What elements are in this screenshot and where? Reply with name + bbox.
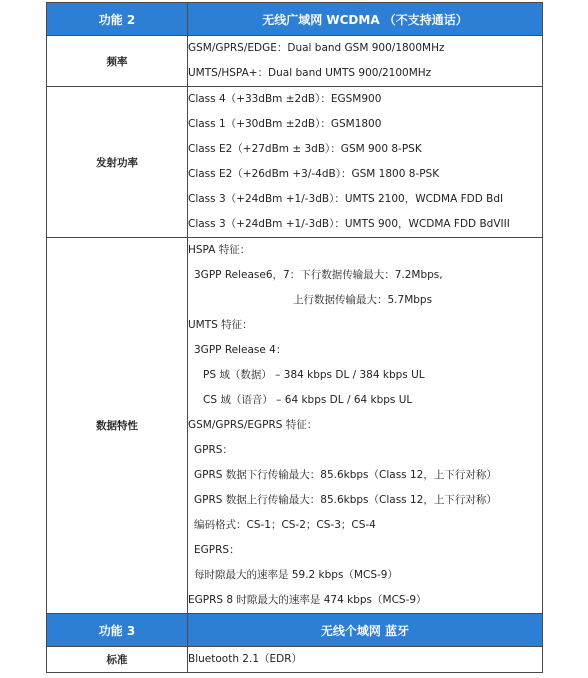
spec-table bbox=[46, 2, 543, 673]
value-line: 3GPP Release 4： bbox=[194, 344, 287, 356]
section-title: 无线个域网 蓝牙 bbox=[188, 614, 543, 647]
value-line: Class 4（+33dBm ±2dB）：EGSM900 bbox=[188, 93, 382, 105]
value-line: GPRS 数据上行传输最大：85.6kbps（Class 12，上下行对称） bbox=[194, 494, 497, 506]
row-label: 标准 bbox=[47, 647, 188, 673]
value-line: Class E2（+27dBm ± 3dB）：GSM 900 8-PSK bbox=[188, 143, 422, 155]
spec-row-standard bbox=[47, 647, 543, 673]
value-line: GSM/GPRS/EDGE：Dual band GSM 900/1800MHz bbox=[188, 42, 445, 54]
value-line: HSPA 特征： bbox=[188, 244, 251, 256]
value-line: Class 3（+24dBm +1/-3dB）：UMTS 900，WCDMA FDD BdVIII bbox=[188, 218, 510, 230]
row-value bbox=[188, 36, 543, 87]
section-title: 无线广域网 WCDMA （不支持通话） bbox=[188, 3, 543, 36]
spec-row-data-features bbox=[47, 238, 543, 614]
value-line: GSM/GPRS/EGPRS 特征： bbox=[188, 419, 318, 431]
value-line: 每时隙最大的速率是 59.2 kbps（MCS-9） bbox=[194, 569, 398, 581]
value-line: Class 3（+24dBm +1/-3dB）：UMTS 2100，WCDMA FDD BdI bbox=[188, 193, 504, 205]
section-header-row bbox=[47, 614, 543, 647]
row-value bbox=[188, 87, 543, 238]
spec-row-frequency bbox=[47, 36, 543, 87]
section-label: 功能 3 bbox=[47, 614, 188, 647]
spec-row-tx-power bbox=[47, 87, 543, 238]
row-label: 数据特性 bbox=[47, 238, 188, 614]
value-line: GPRS： bbox=[194, 444, 233, 456]
section-label: 功能 2 bbox=[47, 3, 188, 36]
value-line: UMTS 特征： bbox=[188, 319, 253, 331]
value-line: Bluetooth 2.1（EDR） bbox=[188, 653, 303, 665]
value-line: UMTS/HSPA+：Dual band UMTS 900/2100MHz bbox=[188, 67, 432, 79]
row-value bbox=[188, 238, 543, 614]
value-line: CS 域（语音） – 64 kbps DL / 64 kbps UL bbox=[203, 394, 413, 406]
section-header-row bbox=[47, 3, 543, 36]
value-line: EGPRS 8 时隙最大的速率是 474 kbps（MCS-9） bbox=[188, 594, 427, 606]
row-label: 发射功率 bbox=[47, 87, 188, 238]
value-line: 编码格式：CS-1；CS-2；CS-3；CS-4 bbox=[194, 519, 376, 531]
value-line: Class E2（+26dBm +3/-4dB）：GSM 1800 8-PSK bbox=[188, 168, 440, 180]
row-value bbox=[188, 647, 543, 673]
value-line: PS 域（数据） – 384 kbps DL / 384 kbps UL bbox=[203, 369, 425, 381]
value-line: 上行数据传输最大：5.7Mbps bbox=[293, 294, 433, 306]
row-label: 频率 bbox=[47, 36, 188, 87]
value-line: EGPRS： bbox=[194, 544, 240, 556]
value-line: GPRS 数据下行传输最大：85.6kbps（Class 12，上下行对称） bbox=[194, 469, 497, 481]
value-line: 3GPP Release6，7：下行数据传输最大：7.2Mbps, bbox=[194, 269, 443, 281]
value-line: Class 1（+30dBm ±2dB）：GSM1800 bbox=[188, 118, 382, 130]
